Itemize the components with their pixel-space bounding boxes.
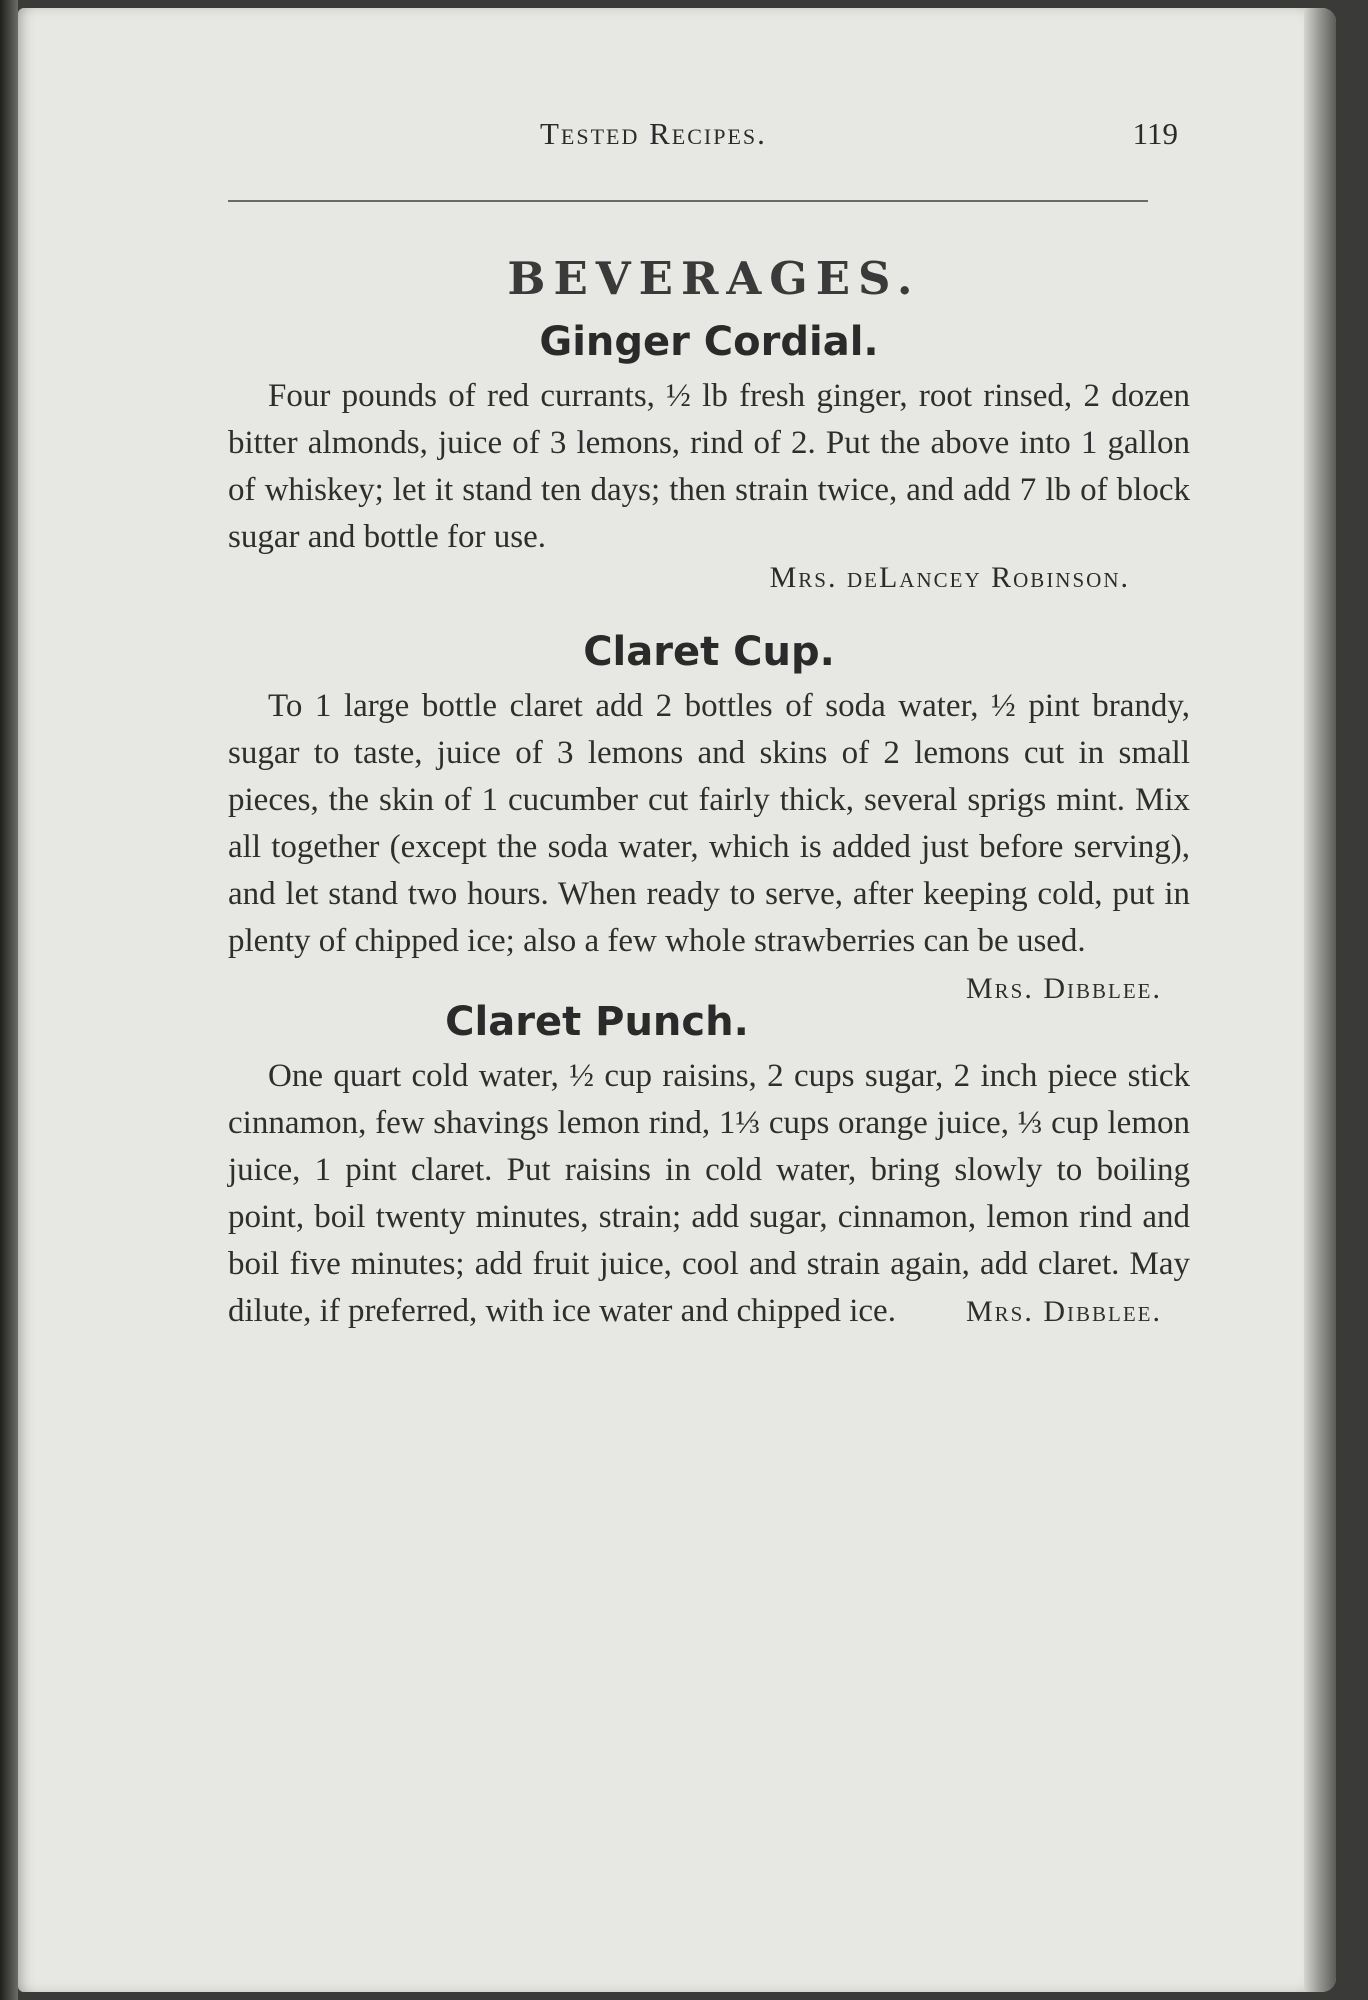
page-fore-edge [1304,8,1336,1992]
recipe-body: Four pounds of red currants, ½ lb fresh ginger, root rinsed, 2 dozen bitter almonds, juice of 3 lemons, rind of 2. Put the above into 1 gallon of whiskey; let it stand ten days; then strain twice, and add 7 lb of block sugar and bottle for use. [228,378,1190,555]
running-header [228,116,1190,180]
header-rule [228,200,1148,202]
recipe-body [228,683,1190,1005]
recipe-title: Claret Cup. [583,629,835,675]
recipe-attribution: Mrs. Dibblee. [965,1295,1162,1328]
recipe-body-text: To 1 large bottle claret add 2 bottles of soda water, ½ pint brandy, sugar to taste, juice of 3 lemons and skins of 2 lemons cut in small pieces, the skin of 1 cucumber cut fairly thick, several sprigs mint. Mix all together (except the soda water, which is added just before serving), and let stand two hours. When ready to serve, after keeping cold, put in plenty of chipped ice; also a few whole strawberries can be used. [228,688,1190,959]
recipe-claret-punch [228,999,1190,1335]
page-content [228,116,1190,1335]
recipe-body [228,1053,1190,1335]
recipe-body-text: One quart cold water, ½ cup raisins, 2 cups sugar, 2 inch piece stick cinnamon, few shavings lemon rind, 1⅓ cups orange juice, ⅓ cup lemon juice, 1 pint claret. Put raisins in cold water, bring slowly to boiling point, boil twenty minutes, strain; add sugar, cinnamon, lemon rind and boil five minutes; add fruit juice, cool and strain again, add claret. May dilute, if preferred, with ice water and chipped ice. [228,1058,1190,1329]
book-page [18,8,1336,1992]
page-number: 119 [1132,116,1178,151]
recipe-ginger-cordial [228,319,1190,595]
recipe-attribution: Mrs. deLancey Robinson. [769,561,1130,594]
recipe-title: Claret Punch. [445,999,749,1045]
running-title: Tested Recipes. [540,116,767,151]
recipe-claret-cup [228,629,1190,1005]
section-title: BEVERAGES. [507,252,921,305]
recipe-title: Ginger Cordial. [539,319,879,365]
recipe-attribution: Mrs. Dibblee. [965,972,1162,1005]
book-gutter [0,0,18,2000]
